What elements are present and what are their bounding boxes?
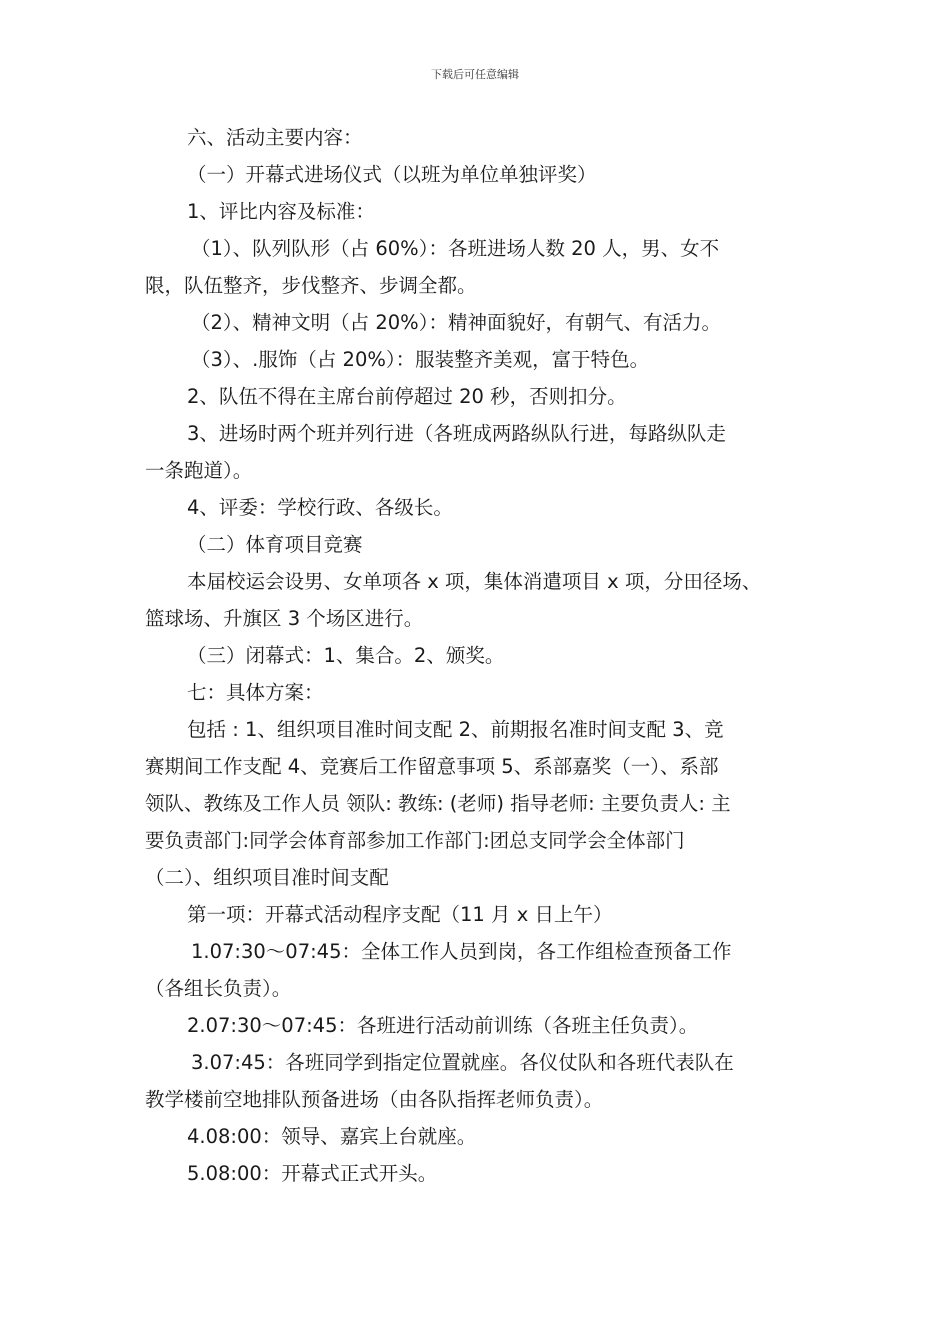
text-line: 教学楼前空地排队预备进场（由各队指挥老师负责）。: [145, 1088, 604, 1111]
document-body: [145, 119, 810, 1192]
text-line: （三）闭幕式：1、集合。2、颁奖。: [187, 644, 505, 667]
text-line: 1、评比内容及标准：: [187, 200, 375, 223]
text-line: 一条跑道）。: [145, 459, 253, 482]
page-header: 下载后可任意编辑: [431, 68, 519, 81]
text-line: 领队、教练及工作人员 领队: 教练: (老师) 指导老师: 主要负责人: 主: [145, 792, 731, 815]
text-line: 第一项：开幕式活动程序支配（11 月 x 日上午）: [187, 903, 613, 926]
text-line: 限，队伍整齐，步伐整齐、步调全都。: [145, 274, 477, 297]
text-line: 2.07:30～07:45：各班进行活动前训练（各班主任负责）。: [187, 1014, 699, 1037]
text-line: 篮球场、升旗区 3 个场区进行。: [145, 607, 424, 630]
text-line: 5.08:00：开幕式正式开头。: [187, 1162, 438, 1185]
text-line: （1）、队列队形（占 60%）：各班进场人数 20 人，男、女不: [191, 237, 720, 260]
text-line: 4、评委：学校行政、各级长。: [187, 496, 453, 519]
text-line: 要负责部门:同学会体育部参加工作部门:团总支同学会全体部门: [145, 829, 685, 852]
text-line: 1.07:30～07:45：全体工作人员到岗，各工作组检查预备工作: [191, 940, 732, 963]
text-line: 七：具体方案：: [187, 681, 324, 704]
text-line: （二）体育项目竞赛: [187, 533, 363, 556]
text-line: （2）、精神文明（占 20%）：精神面貌好，有朝气、有活力。: [191, 311, 721, 334]
text-line: （二）、组织项目准时间支配: [145, 866, 389, 889]
text-line: 3.07:45：各班同学到指定位置就座。各仪仗队和各班代表队在: [191, 1051, 734, 1074]
text-line: 4.08:00：领导、嘉宾上台就座。: [187, 1125, 477, 1148]
text-line: （一）开幕式进场仪式（以班为单位单独评奖）: [187, 163, 597, 186]
text-line: 包括 : 1、组织项目准时间支配 2、前期报名准时间支配 3、竞: [187, 718, 724, 741]
text-line: 2、队伍不得在主席台前停超过 20 秒，否则扣分。: [187, 385, 627, 408]
text-line: （各组长负责）。: [145, 977, 292, 1000]
text-line: 本届校运会设男、女单项各 x 项，集体消遣项目 x 项，分田径场、: [187, 570, 762, 593]
text-line: （3）、.服饰（占 20%）：服装整齐美观，富于特色。: [191, 348, 650, 371]
text-line: 3、进场时两个班并列行进（各班成两路纵队行进，每路纵队走: [187, 422, 726, 445]
text-line: 赛期间工作支配 4、竞赛后工作留意事项 5、系部嘉奖（一）、系部: [145, 755, 719, 778]
text-line: 六、活动主要内容：: [187, 126, 363, 149]
